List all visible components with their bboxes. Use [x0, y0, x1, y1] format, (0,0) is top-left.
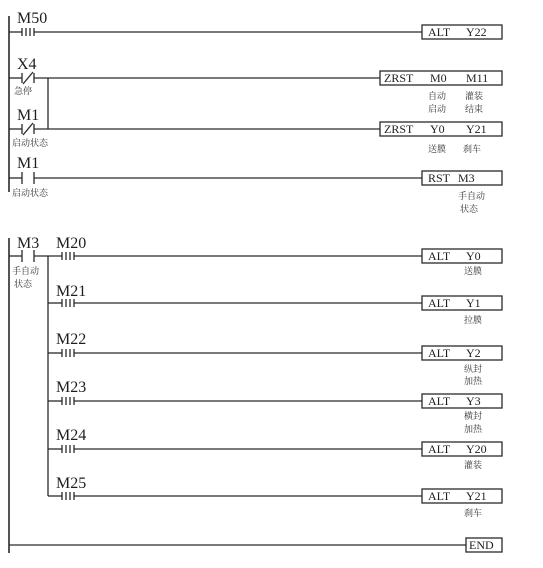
- operand-m11: M11: [466, 71, 489, 85]
- instruction-alt-y3: ALT: [428, 394, 451, 408]
- operand-y2: Y2: [466, 346, 481, 360]
- contact-note-m3-line2: 状态: [14, 280, 33, 290]
- rung-end: [9, 538, 502, 552]
- instruction-alt-y1: ALT: [428, 296, 451, 310]
- note-y0: 送膜: [428, 145, 447, 155]
- contact-no-m1[interactable]: [22, 172, 34, 184]
- instruction-alt-y20: ALT: [428, 442, 451, 456]
- branch-m23-alt-y3: [48, 379, 502, 435]
- note-m11-line1: 灌装: [465, 92, 484, 102]
- instruction-alt-y0: ALT: [428, 249, 451, 263]
- operand-y21: Y21: [466, 122, 487, 136]
- contact-nc-m1[interactable]: [22, 123, 34, 135]
- contact-pulse-m50[interactable]: [22, 28, 34, 36]
- note-m3-line2: 状态: [460, 205, 479, 215]
- operand-y20: Y20: [466, 442, 487, 456]
- contact-label-m3: M3: [17, 235, 40, 252]
- contact-pulse-m24[interactable]: [62, 445, 74, 453]
- rung-x4-zrst-m0-m11: [9, 56, 502, 129]
- contact-pulse-m23[interactable]: [62, 397, 74, 405]
- operand-y3: Y3: [466, 394, 481, 408]
- note-y2-line1: 纵封: [464, 365, 483, 375]
- contact-pulse-m20[interactable]: [62, 252, 74, 260]
- instruction-zrst: ZRST: [384, 71, 414, 85]
- operand-y21-n2: Y21: [466, 489, 487, 503]
- operand-y0: Y0: [430, 122, 445, 136]
- note-m0-line2: 启动: [428, 105, 447, 115]
- contact-note-x4: 急停: [14, 87, 33, 97]
- note-m11-line2: 结束: [465, 105, 484, 115]
- contact-label-m24: M24: [56, 427, 87, 444]
- note-y1: 拉膜: [464, 316, 483, 326]
- contact-label-m23: M23: [56, 379, 87, 396]
- operand-y0-n2: Y0: [466, 249, 481, 263]
- branch-m20-alt-y0: [56, 235, 502, 277]
- instruction-rst: RST: [428, 171, 451, 185]
- instruction-alt-y21: ALT: [428, 489, 451, 503]
- note-y20: 灌装: [464, 461, 483, 471]
- contact-label-m50: M50: [17, 10, 48, 27]
- rung-m1-rst-m3: [9, 155, 502, 215]
- note-y3-line2: 加热: [464, 425, 483, 435]
- note-y2-line2: 加热: [464, 377, 483, 387]
- instruction-end: END: [469, 538, 494, 552]
- contact-note-m1-no: 启动状态: [12, 189, 49, 199]
- contact-label-m1-no: M1: [17, 155, 40, 172]
- contact-label-m21: M21: [56, 283, 87, 300]
- contact-note-m1-nc: 启动状态: [12, 139, 49, 149]
- note-y3-line1: 横封: [464, 412, 483, 422]
- operand-m3: M3: [458, 171, 475, 185]
- instruction-alt: ALT: [428, 25, 451, 39]
- branch-m25-alt-y21: [48, 475, 502, 519]
- instruction-alt-y2: ALT: [428, 346, 451, 360]
- note-y21: 刹车: [463, 145, 482, 155]
- instruction-zrst-2: ZRST: [384, 122, 414, 136]
- contact-label-x4: X4: [17, 56, 37, 73]
- contact-pulse-m21[interactable]: [62, 299, 74, 307]
- note-y0-n2: 送膜: [464, 267, 483, 277]
- rung-m50-alt-y22: [9, 10, 502, 39]
- contact-label-m22: M22: [56, 331, 87, 348]
- contact-pulse-m25[interactable]: [62, 492, 74, 500]
- branch-m22-alt-y2: [48, 331, 502, 387]
- note-y21-n2: 刹车: [464, 509, 483, 519]
- note-m0-line1: 自动: [428, 92, 447, 102]
- contact-note-m3-line1: 手自动: [12, 267, 40, 277]
- note-m3-line1: 手自动: [458, 192, 486, 202]
- branch-m21-alt-y1: [48, 283, 502, 326]
- operand-m0: M0: [430, 71, 447, 85]
- contact-label-m25: M25: [56, 475, 87, 492]
- operand-y22: Y22: [466, 25, 487, 39]
- contact-label-m1-nc: M1: [17, 107, 40, 124]
- rung-m3-manual-outputs: [9, 235, 502, 519]
- contact-nc-x4[interactable]: [22, 72, 34, 84]
- contact-pulse-m22[interactable]: [62, 349, 74, 357]
- operand-y1: Y1: [466, 296, 481, 310]
- branch-m24-alt-y20: [48, 427, 502, 471]
- contact-label-m20: M20: [56, 235, 87, 252]
